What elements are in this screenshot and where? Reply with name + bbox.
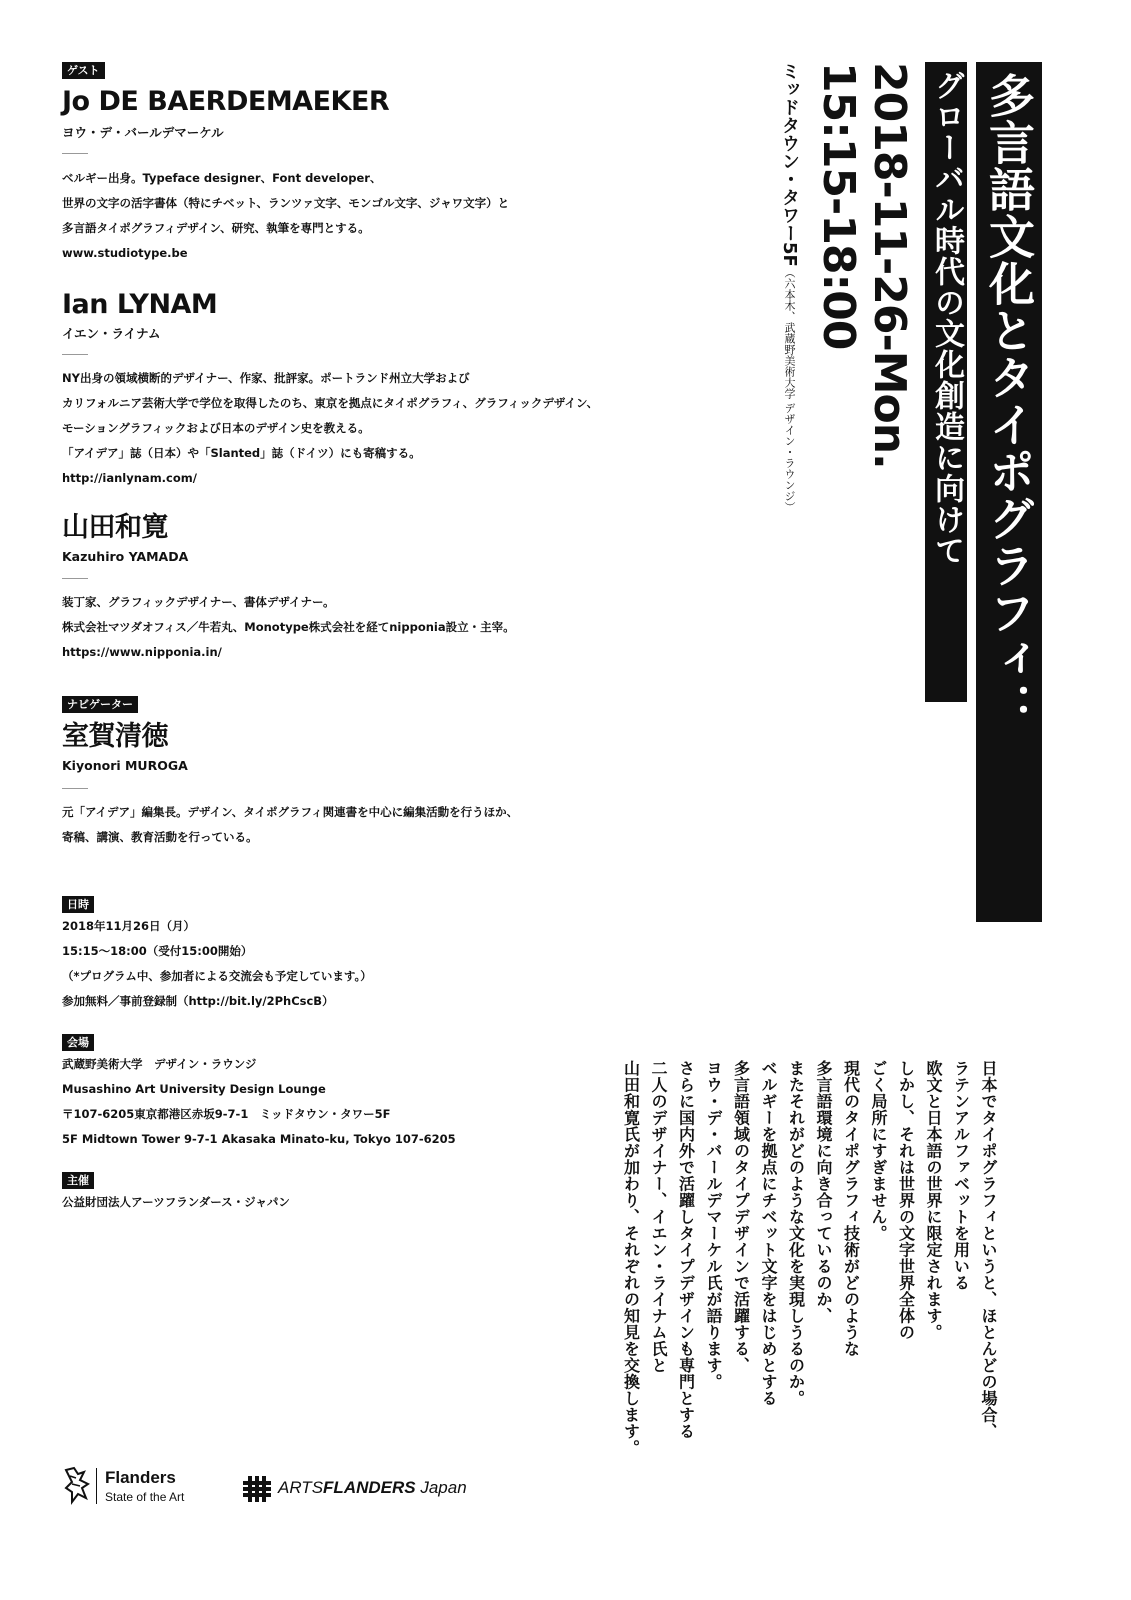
bio-line: 元「アイデア」編集長。デザイン、タイポグラフィ関連書を中心に編集活動を行うほか、 <box>62 805 519 819</box>
intro-line: 現代のタイポグラフィ技術がどのような <box>841 1060 861 1357</box>
flanders-lion-icon <box>62 1466 92 1506</box>
bio-line: 「アイデア」誌（日本）や「Slanted」誌（ドイツ）にも寄稿する。 <box>62 446 421 460</box>
speaker-2-bio <box>62 366 598 491</box>
intro-line: 多言語環境に向き合っているのか、 <box>814 1060 833 1324</box>
navigator-tag: ナビゲーター <box>62 696 138 713</box>
info-line: 武蔵野美術大学 デザイン・ラウンジ <box>62 1057 257 1071</box>
guest-tag: ゲスト <box>62 62 105 79</box>
speaker-2-reading: イエン・ライナム <box>62 326 161 341</box>
divider <box>62 788 88 789</box>
bio-line: 多言語タイポグラフィデザイン、研究、執筆を専門とする。 <box>62 221 370 235</box>
intro-line: ヨウ・デ・バールデマーケル氏が語ります。 <box>704 1060 723 1390</box>
intro-line: 欧文と日本語の世界に限定されます。 <box>924 1060 943 1341</box>
bio-line: 株式会社マツダオフィス／牛若丸、Monotype株式会社を経てnipponia設立・主宰。 <box>62 620 515 634</box>
registration-link[interactable]: 参加無料／事前登録制（http://bit.ly/2PhCscB） <box>62 994 334 1008</box>
intro-line: 多言語領域のタイプデザインで活躍する、 <box>731 1060 751 1374</box>
event-date: 2018-11-26-Mon. <box>864 62 915 469</box>
navigator-bio <box>62 800 518 850</box>
intro-line: 山田和寛氏が加わり、それぞれの知見を交換します。 <box>621 1060 641 1456</box>
intro-line: ごく局所にすぎません。 <box>869 1060 888 1242</box>
speaker-3-reading: Kazuhiro YAMADA <box>62 549 189 564</box>
organizer-tag: 主催 <box>62 1172 94 1189</box>
bio-line: 世界の文字の活字書体（特にチベット、ランツァ文字、モンゴル文字、ジャワ文字）と <box>62 196 510 210</box>
venue-info <box>62 1052 456 1152</box>
subtitle: グローバル時代の文化創造に向けて <box>925 62 967 702</box>
datetime-tag: 日時 <box>62 896 94 913</box>
arts-flanders-logo <box>278 1478 467 1498</box>
speaker-3-name: 山田和寛 <box>62 512 168 543</box>
speaker-2-link[interactable]: http://ianlynam.com/ <box>62 471 197 485</box>
main-title: 多言語文化とタイポグラフィ： <box>976 62 1042 922</box>
arts-main: FLANDERS <box>323 1478 416 1497</box>
venue-tag: 会場 <box>62 1034 94 1051</box>
intro-line: ベルギーを拠点にチベット文字をはじめとする <box>759 1060 778 1407</box>
bio-line: NY出身の領域横断的デザイナー、作家、批評家。ポートランド州立大学および <box>62 371 470 385</box>
bio-line: 装丁家、グラフィックデザイナー、書体デザイナー。 <box>62 595 335 609</box>
speaker-1-bio <box>62 166 509 266</box>
divider <box>62 153 88 154</box>
bio-line: カリフォルニア芸術大学で学位を取得したのち、東京を拠点にタイポグラフィ、グラフィックデザイン、 <box>62 396 599 410</box>
intro-line: またそれがどのような文化を実現しうるのか。 <box>786 1060 806 1407</box>
event-time: 15:15-18:00 <box>813 62 864 350</box>
bio-line: 寄稿、講演、教育活動を行っている。 <box>62 830 258 844</box>
info-line: 公益財団法人アーツフランダース・ジャパン <box>62 1195 290 1209</box>
flanders-logo-name: Flanders <box>105 1468 176 1487</box>
organizer-info <box>62 1190 290 1215</box>
intro-line: しかし、それは世界の文字世界全体の <box>896 1060 916 1341</box>
datetime-info <box>62 914 372 1014</box>
venue-note: （六本木、武蔵野美術大学 デザイン・ラウンジ） <box>783 266 796 513</box>
intro-line: ラテンアルファベットを用いる <box>951 1060 971 1291</box>
info-line: 2018年11月26日（月） <box>62 919 196 933</box>
info-line: 15:15〜18:00（受付15:00開始） <box>62 944 253 958</box>
arts-prefix: ARTS <box>278 1478 324 1497</box>
speaker-1-reading: ヨウ・デ・バールデマーケル <box>62 125 224 140</box>
info-line: 〒107-6205東京都港区赤坂9-7-1 ミッドタウン・タワー5F <box>62 1107 391 1121</box>
info-line: 5F Midtown Tower 9-7-1 Akasaka Minato-ku, Tokyo 107-6205 <box>62 1132 456 1146</box>
speaker-1-link[interactable]: www.studiotype.be <box>62 246 188 260</box>
venue-name: ミッドタウン・タワー5F <box>779 62 800 267</box>
flanders-logo-tagline: State of the Art <box>105 1490 185 1504</box>
divider <box>62 354 88 355</box>
intro-text <box>617 1060 1002 1456</box>
arts-suffix: Japan <box>420 1478 467 1497</box>
speaker-1-name: Jo DE BAERDEMAEKER <box>62 86 390 117</box>
logo-divider <box>96 1468 97 1504</box>
speaker-3-link[interactable]: https://www.nipponia.in/ <box>62 645 222 659</box>
intro-line: 二人のデザイナー、イエン・ライナム氏と <box>649 1060 668 1374</box>
bio-line: モーショングラフィックおよび日本のデザイン史を教える。 <box>62 421 370 435</box>
bio-line: ベルギー出身。Typeface designer、Font developer、 <box>62 171 382 185</box>
info-line: Musashino Art University Design Lounge <box>62 1082 326 1096</box>
info-line: （*プログラム中、参加者による交流会も予定しています。） <box>62 969 372 983</box>
navigator-reading: Kiyonori MUROGA <box>62 758 188 773</box>
navigator-name: 室賀清徳 <box>62 721 168 752</box>
speaker-2-name: Ian LYNAM <box>62 289 218 320</box>
speaker-3-bio <box>62 590 515 665</box>
intro-line: さらに国内外で活躍しタイプデザインも専門とする <box>676 1060 696 1440</box>
divider <box>62 578 88 579</box>
intro-line: 日本でタイポグラフィというと、ほとんどの場合、 <box>979 1060 998 1440</box>
event-venue <box>778 62 800 512</box>
arts-flanders-grid-icon <box>242 1474 272 1504</box>
